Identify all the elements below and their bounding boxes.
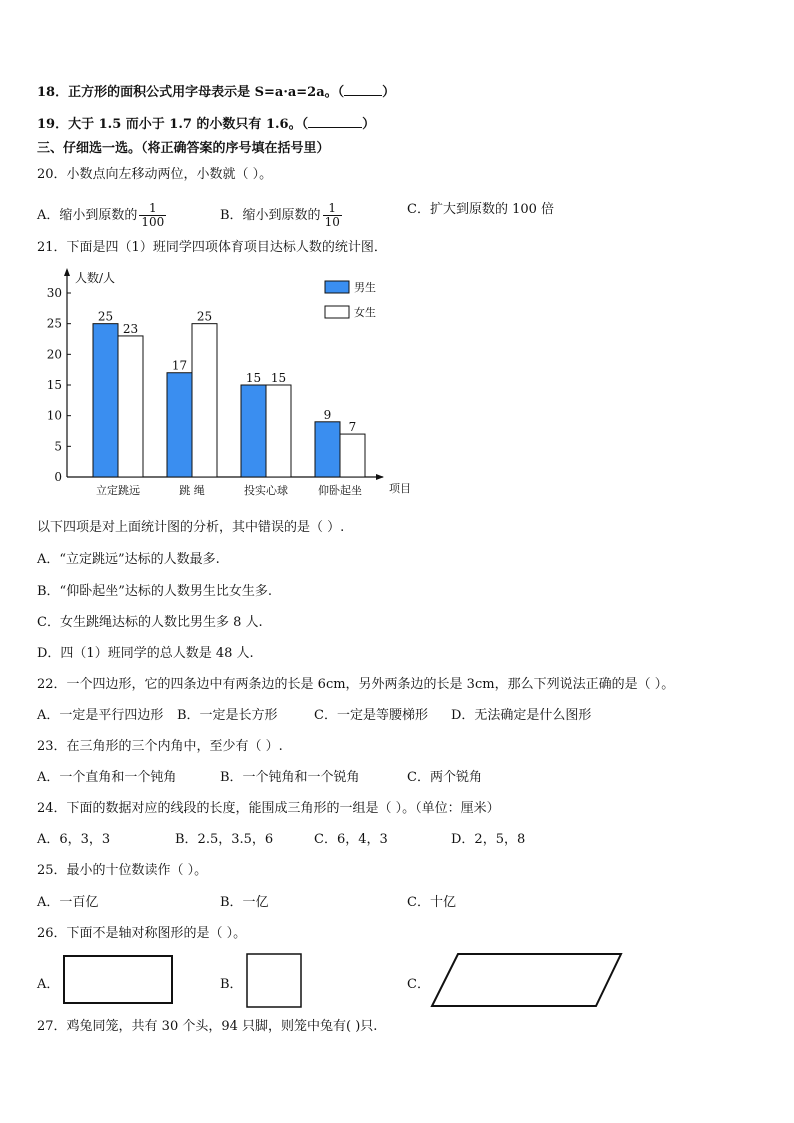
category-label: 投实心球 [244,484,288,497]
option-d[interactable]: D．无法确定是什么图形 [451,708,592,723]
data-label: 25 [196,309,213,324]
y-tick-label: 25 [46,316,62,331]
bar-boys [241,385,266,477]
y-axis-arrow [64,268,70,276]
data-label: 9 [323,407,332,422]
y-tick-label: 5 [54,439,62,454]
question-26: 26．下面不是轴对称图形的是（ ）。 [37,926,247,941]
parallelogram-shape[interactable] [430,951,624,1009]
option-c[interactable]: C．两个锐角 [407,770,482,785]
question-23: 23．在三角形的三个内角中，至少有（ ）. [37,739,283,754]
chart-legend [325,280,376,319]
option-b[interactable]: B．一定是长方形 [177,708,278,723]
bar-girls [192,324,217,477]
chart-bars [93,321,365,477]
question-18: 18．正方形的面积公式用字母表示是 S=a·a=2a。（ ） [37,85,396,100]
question-19: 19．大于 1.5 而小于 1.7 的小数只有 1.6。（ ） [37,117,376,132]
option-c-label[interactable]: C． [407,977,430,992]
y-tick-label: 10 [46,408,62,423]
option-d[interactable]: D．2，5，8 [451,832,526,847]
y-tick-label: 30 [46,286,62,300]
option-c[interactable]: C．6，4，3 [314,832,388,847]
option-a-label[interactable]: A． [37,977,60,992]
bar-girls [118,336,143,477]
bar-boys [93,324,118,477]
category-label: 仰卧起坐 [318,484,362,497]
question-24: 24．下面的数据对应的线段的长度，能围成三角形的一组是（ ）。（单位：厘米） [37,801,500,816]
legend-label: 男生 [354,281,376,294]
answer-blank[interactable] [308,115,362,128]
option-b[interactable]: B．“仰卧起坐”达标的人数男生比女生多. [37,584,272,599]
data-label: 15 [270,371,287,385]
option-b[interactable]: B．一个钝角和一个锐角 [220,770,360,785]
bar-girls [340,434,365,477]
fraction: $\frac{1}{10}$ [324,201,340,229]
y-axis-label: 人数/人 [75,271,116,285]
data-label: 25 [97,309,114,324]
category-label: 跳 绳 [179,484,205,497]
data-label: 23 [122,321,139,336]
bar-boys [315,422,340,477]
option-c[interactable]: C．扩大到原数的 100 倍 [407,202,555,217]
x-axis-arrow [376,474,384,480]
section-heading: 三、仔细选一选。（将正确答案的序号填在括号里） [37,141,330,156]
option-b[interactable]: B．缩小到原数的 $\frac{1}{10}$ [220,201,340,229]
legend-swatch [325,281,349,293]
category-label: 立定跳远 [96,484,140,497]
question-20: 20．小数点向左移动两位，小数就（ ）。 [37,167,273,182]
legend-swatch [325,306,349,318]
y-tick-label: 15 [46,378,62,392]
fraction: $\frac{1}{100}$ [141,201,165,229]
rectangle-shape[interactable] [62,954,174,1006]
option-a[interactable]: A．6，3，3 [37,832,111,847]
question-21: 21．下面是四（1）班同学四项体育项目达标人数的统计图． [37,240,387,255]
data-label: 7 [348,420,357,435]
option-a[interactable]: A．缩小到原数的 $\frac{1}{100}$ [37,201,165,229]
question-27: 27．鸡兔同笼，共有 30 个头，94 只脚，则笼中兔有( )只. [37,1019,378,1034]
question-22: 22．一个四边形，它的四条边中有两条边的长是 6cm，另外两条边的长是 3cm，那么下列说法正确的是（ ）。 [37,677,675,692]
option-c[interactable]: C．一定是等腰梯形 [314,708,428,723]
answer-blank[interactable] [344,83,382,96]
question-25: 25．最小的十位数读作（ ）。 [37,863,208,878]
question-21-prompt: 以下四项是对上面统计图的分析，其中错误的是（ ）. [37,520,345,535]
bar-boys [167,373,192,477]
option-a[interactable]: A．一百亿 [37,895,99,910]
option-a[interactable]: A．一定是平行四边形 [37,708,164,723]
y-tick-label: 0 [54,470,62,484]
bar-girls [266,385,291,477]
data-label: 15 [245,371,262,385]
option-c[interactable]: C．十亿 [407,895,456,910]
option-c[interactable]: C．女生跳绳达标的人数比男生多 8 人. [37,615,263,630]
data-label: 17 [171,358,188,373]
y-tick-label: 20 [46,347,62,362]
x-axis-label: 项目 [389,482,411,495]
option-b[interactable]: B．2.5，3.5，6 [175,832,274,847]
option-a[interactable]: A．一个直角和一个钝角 [37,770,177,785]
legend-label: 女生 [354,306,376,319]
option-d[interactable]: D．四（1）班同学的总人数是 48 人. [37,646,254,661]
option-a[interactable]: A．“立定跳远”达标的人数最多. [37,552,220,567]
bar-chart [38,262,418,502]
option-b[interactable]: B．一亿 [220,895,269,910]
option-b-label[interactable]: B． [220,977,243,992]
square-shape[interactable] [245,952,303,1008]
